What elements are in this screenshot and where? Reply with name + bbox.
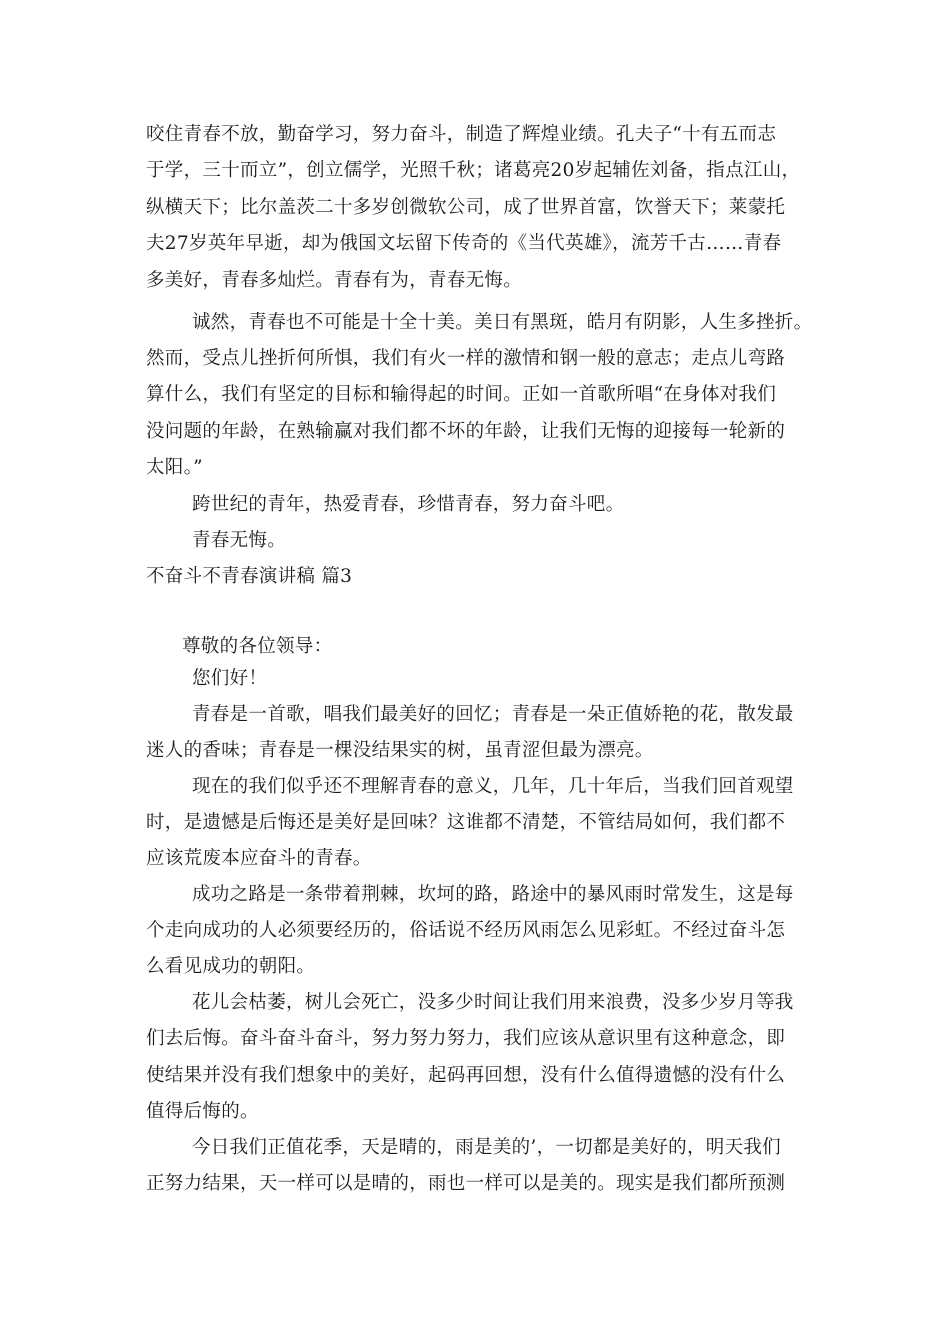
- paragraph-line: 正努力结果，天一样可以是晴的，雨也一样可以是美的。现实是我们都所预测: [146, 1173, 786, 1194]
- paragraph-line: 迷人的香味；青春是一棵没结果实的树，虽青涩但最为漂亮。: [146, 740, 654, 761]
- paragraph-line: 算什么，我们有坚定的目标和输得起的时间。正如一首歌所唱“在身体对我们: [146, 384, 777, 405]
- paragraph-line: 个走向成功的人必须要经历的，俗话说不经历风雨怎么见彩虹。不经过奋斗怎: [146, 920, 786, 941]
- paragraph-line: 夫27岁英年早逝，却为俄国文坛留下传奇的《当代英雄》，流芳千古……青春: [146, 233, 782, 254]
- paragraph-line: 纵横天下；比尔盖茨二十多岁创微软公司，成了世界首富，饮誉天下；莱蒙托: [146, 197, 786, 218]
- paragraph-line: 于学，三十而立”，创立儒学，光照千秋；诸葛亮20岁起辅佐刘备，指点江山，: [146, 160, 801, 181]
- paragraph-line: 没问题的年龄，在熟输赢对我们都不坏的年龄，让我们无悔的迎接每一轮新的: [146, 421, 786, 442]
- paragraph-line: 么看见成功的朝阳。: [146, 956, 316, 977]
- section-heading: 不奋斗不青春演讲稿 篇3: [146, 566, 353, 587]
- paragraph-line: 值得后悔的。: [146, 1101, 259, 1122]
- paragraph-line: 青春是一首歌，唱我们最美好的回忆；青春是一朵正值娇艳的花，散发最: [192, 704, 794, 725]
- paragraph-line: 然而，受点儿挫折何所惧，我们有火一样的激情和钢一般的意志；走点儿弯路: [146, 348, 786, 369]
- paragraph-line: 多美好，青春多灿烂。青春有为，青春无悔。: [146, 270, 523, 291]
- paragraph-line: 成功之路是一条带着荆棘，坎坷的路，路途中的暴风雨时常发生，这是每: [192, 884, 794, 905]
- paragraph-line: 今日我们正值花季，天是晴的，雨是美的’，一切都是美好的，明天我们: [192, 1137, 781, 1158]
- paragraph-line: 咬住青春不放，勤奋学习，努力奋斗，制造了辉煌业绩。孔夫子“十有五而志: [146, 124, 777, 145]
- paragraph-line: 应该荒废本应奋斗的青春。: [146, 848, 372, 869]
- greeting: 您们好！: [192, 668, 268, 689]
- salutation: 尊敬的各位领导：: [182, 636, 333, 657]
- paragraph-line: 诚然，青春也不可能是十全十美。美日有黑斑，皓月有阴影，人生多挫折。: [192, 312, 813, 333]
- paragraph-line: 太阳。”: [146, 457, 203, 478]
- paragraph-line: 使结果并没有我们想象中的美好，起码再回想，没有什么值得遗憾的没有什么: [146, 1065, 786, 1086]
- paragraph-line: 时，是遗憾是后悔还是美好是回味？这谁都不清楚，不管结局如何，我们都不: [146, 812, 786, 833]
- paragraph-line: 现在的我们似乎还不理解青春的意义，几年，几十年后，当我们回首观望: [192, 776, 794, 797]
- paragraph-line: 跨世纪的青年，热爱青春，珍惜青春，努力奋斗吧。: [192, 494, 625, 515]
- paragraph-line: 青春无悔。: [192, 530, 287, 551]
- paragraph-line: 们去后悔。奋斗奋斗奋斗，努力努力努力，我们应该从意识里有这种意念，即: [146, 1028, 786, 1049]
- paragraph-line: 花儿会枯萎，树儿会死亡，没多少时间让我们用来浪费，没多少岁月等我: [192, 992, 794, 1013]
